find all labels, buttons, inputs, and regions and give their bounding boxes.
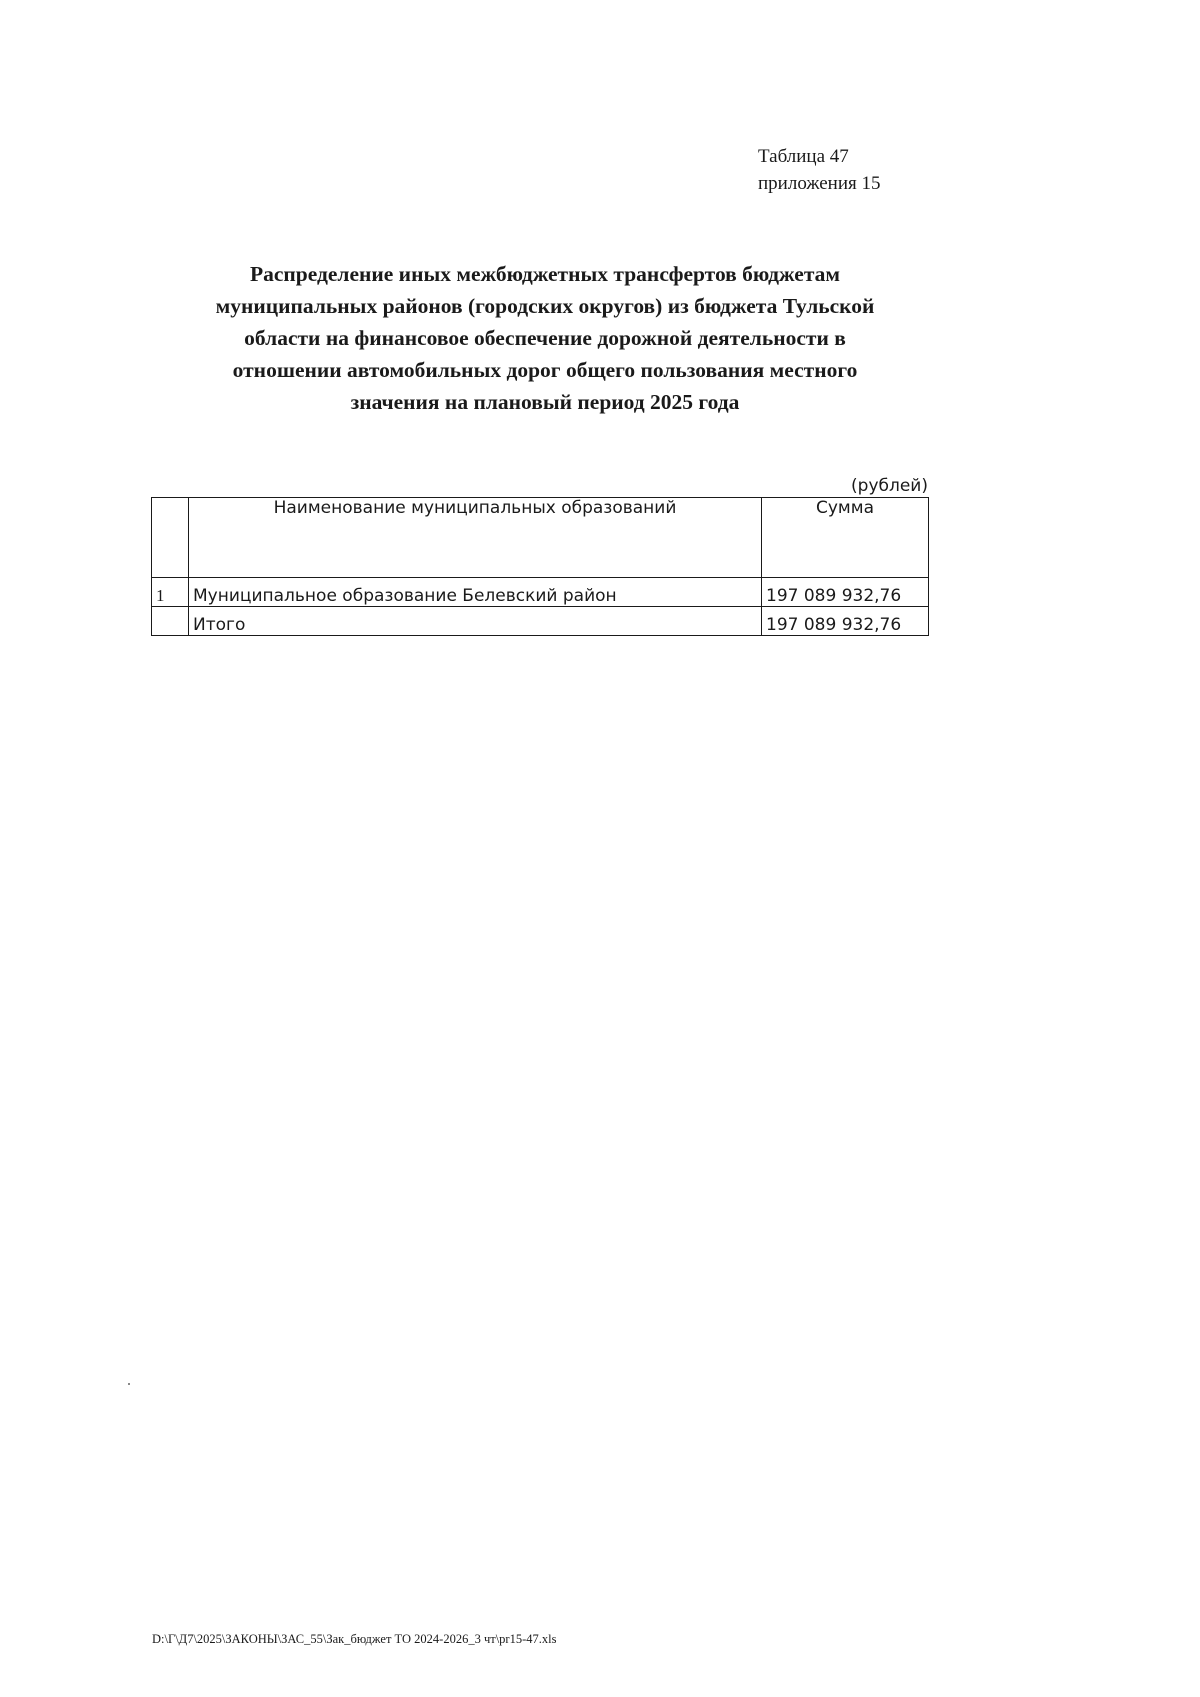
table-number-label: Таблица 47 (758, 146, 849, 167)
table-total-row (152, 607, 929, 636)
title-line: отношении автомобильных дорог общего пользования местного (232, 358, 858, 382)
header-number (152, 498, 189, 578)
header-municipality-name: Наименование муниципальных образований (189, 498, 762, 578)
table-row (152, 578, 929, 607)
title-line: значения на плановый период 2025 года (350, 390, 740, 414)
header-amount: Сумма (762, 498, 929, 578)
title-line: Распределение иных межбюджетных трансфертов бюджетам (249, 262, 841, 286)
row-number (152, 607, 189, 636)
appendix-number-label: приложения 15 (758, 173, 881, 194)
row-number: 1 (152, 578, 189, 607)
file-path-footer: D:\Г\Д7\2025\ЗАКОНЫ\ЗАС_55\Зак_бюджет ТО 2024-2026_3 чт\pr15-47.xls (152, 1632, 557, 1646)
amount: 197 089 932,76 (762, 578, 929, 607)
title-line: муниципальных районов (городских округов) из бюджета Тульской (215, 294, 875, 318)
scan-speck (128, 1383, 130, 1385)
title-line: области на финансовое обеспечение дорожной деятельности в (244, 326, 846, 350)
document-title (150, 258, 940, 418)
municipality-name: Муниципальное образование Белевский район (189, 578, 762, 607)
total-label: Итого (189, 607, 762, 636)
distribution-table (151, 497, 929, 636)
total-amount: 197 089 932,76 (762, 607, 929, 636)
appendix-reference (758, 143, 880, 197)
table-header-row (152, 498, 929, 578)
units-label: (рублей) (851, 476, 928, 496)
